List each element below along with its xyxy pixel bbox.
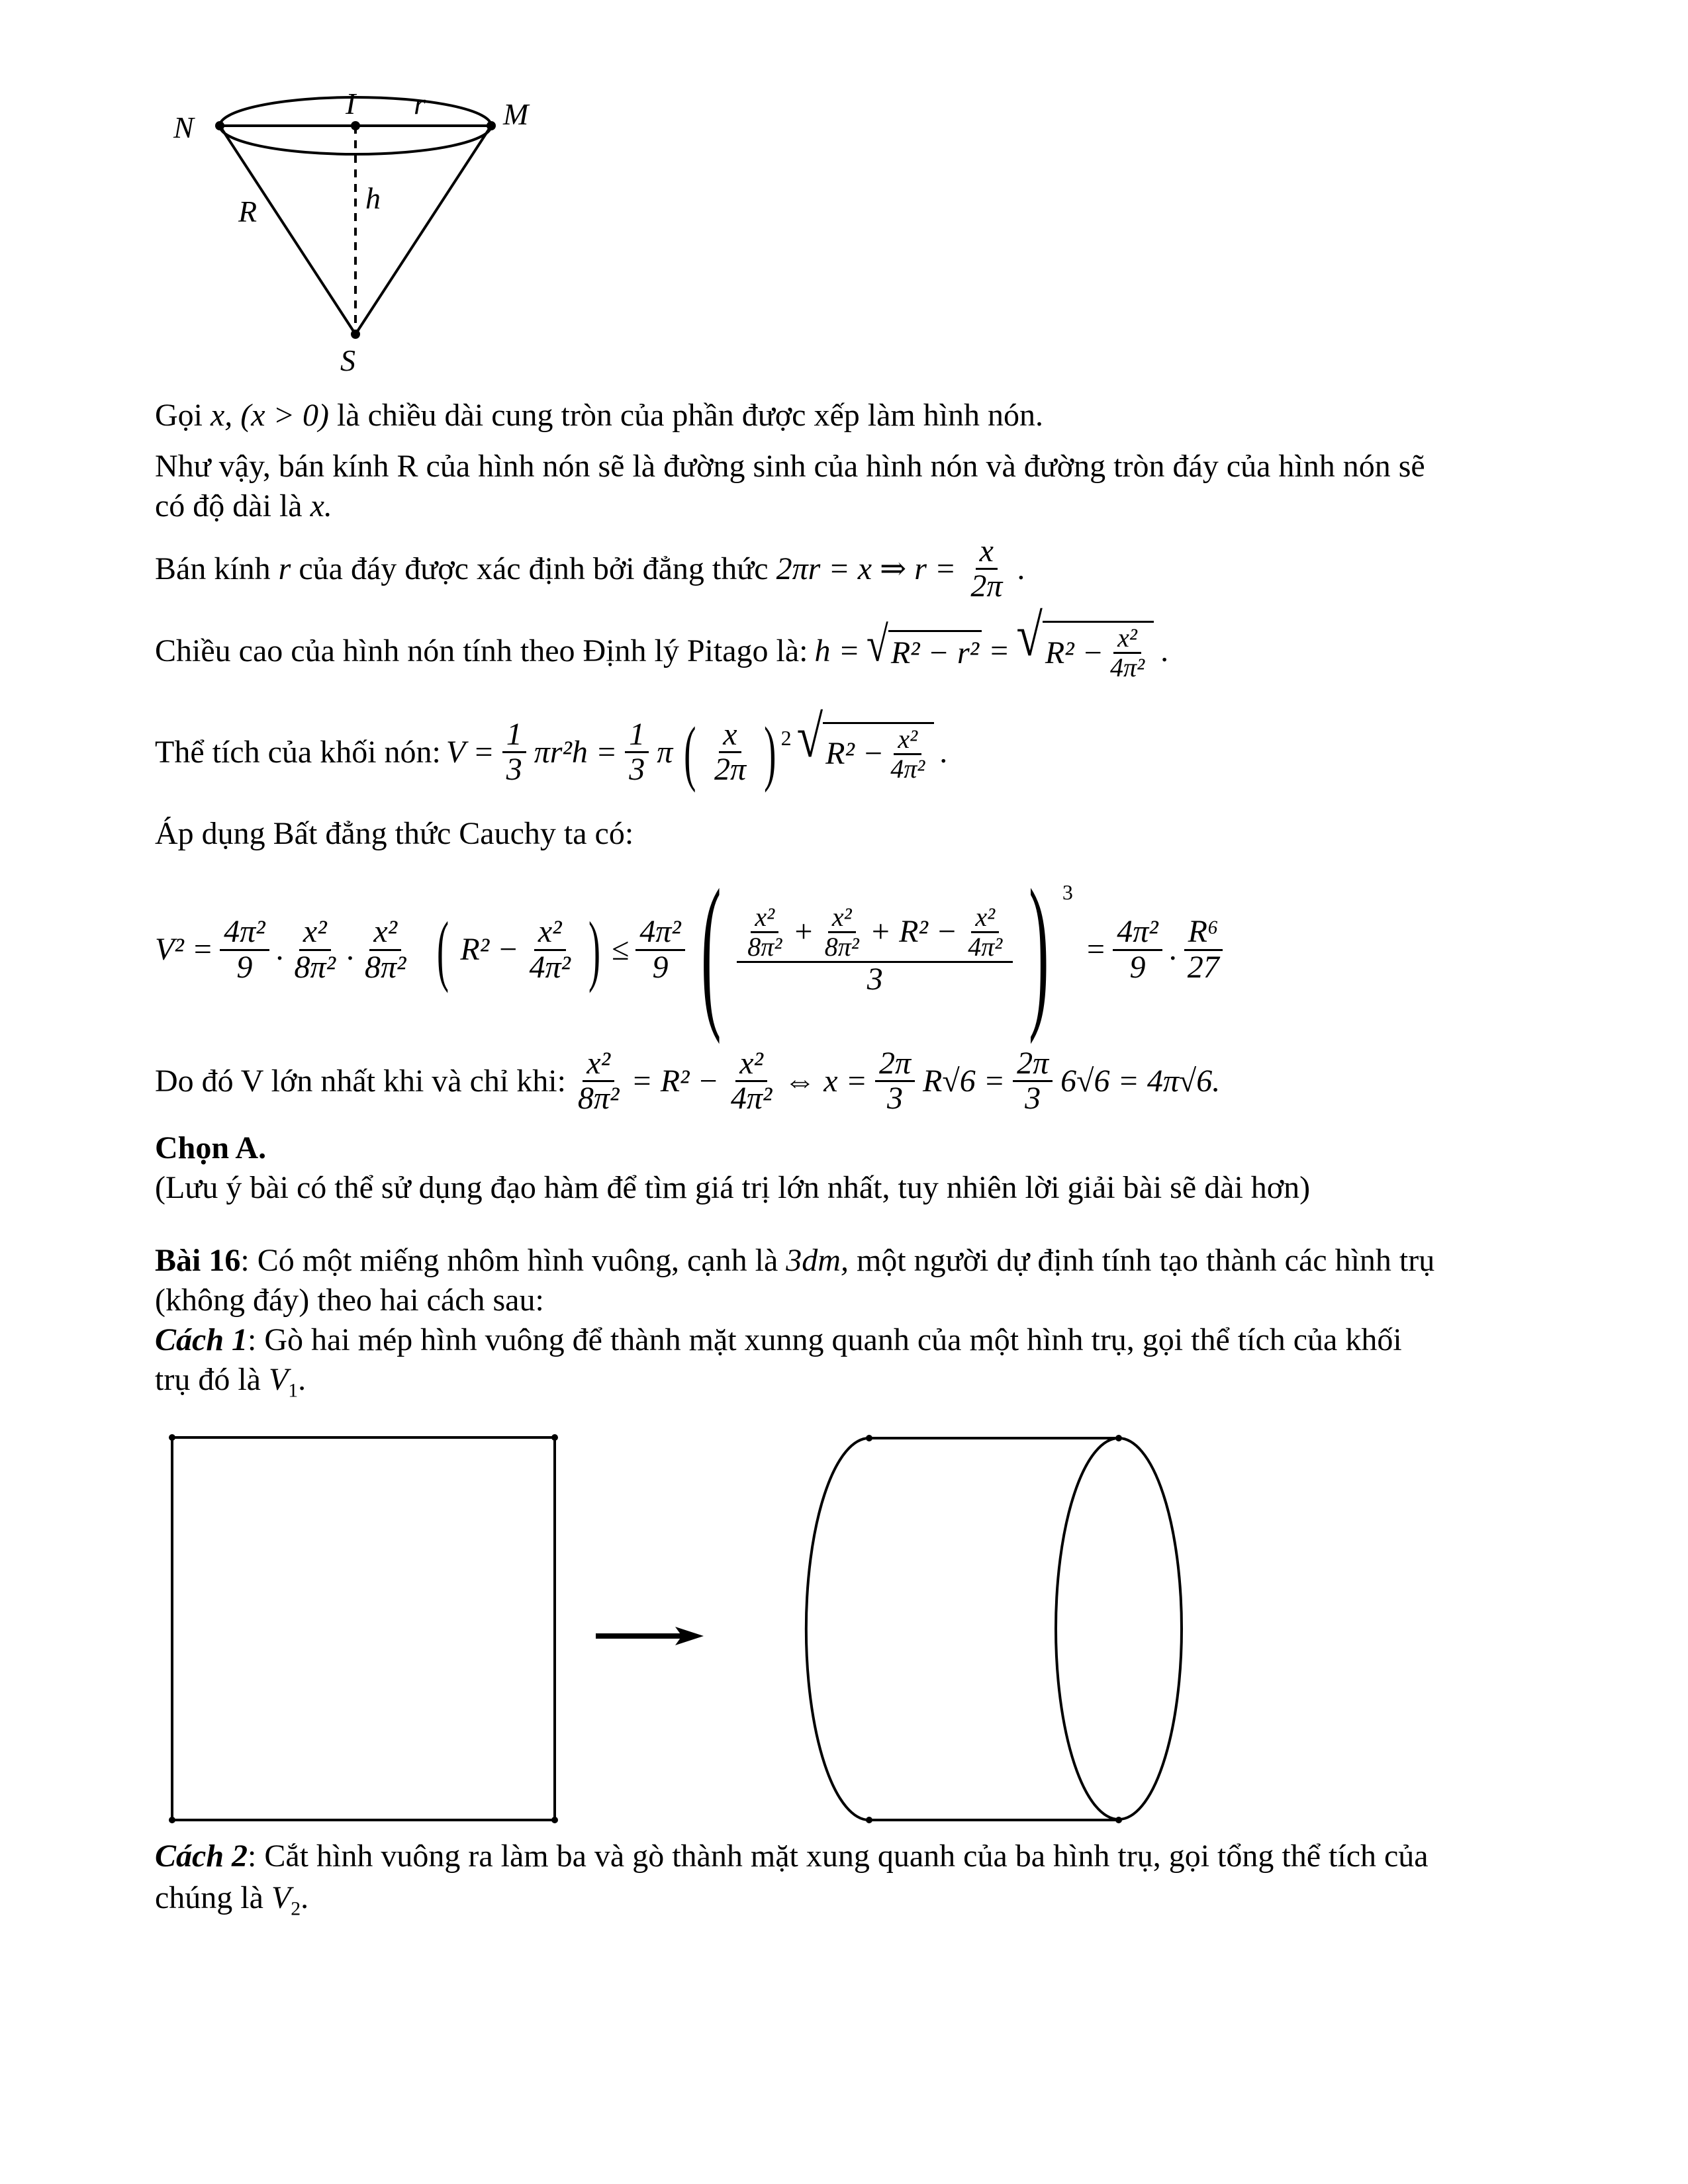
- math-pir2h: πr²h =: [534, 734, 618, 770]
- text-do-do: Do đó V lớn nhất khi và chỉ khi:: [155, 1063, 566, 1099]
- cone-label-h: h: [365, 181, 381, 215]
- problem-16-label: Bài 16: [155, 1243, 241, 1278]
- method-2-label: Cách 2: [155, 1839, 248, 1874]
- text-ban-kinh: Bán kính: [155, 551, 271, 586]
- cone-label-I: I: [346, 87, 356, 120]
- choose-answer: Chọn A.: [155, 1130, 267, 1165]
- method-1-line2: trụ đó là $V_1$.: [155, 1362, 306, 1402]
- paragraph-height: Chiều cao của hình nón tính theo Định lý Pitago là: h = √ R² − r² = √ R² − $\frac{\text{x²}}{\text{4π²}}$ .: [155, 602, 1169, 682]
- paragraph-volume: Thể tích của khối nón: V = $\frac{1}{3}$ πr²h = $\frac{1}{3}$ π ( $\frac{x}{2\pi}$ ) 2 √ R² − $\frac{\text{x²}}{\text{4π²}}$ .: [155, 703, 948, 793]
- cauchy-big-fraction: $\frac{\text{x²}}{\text{8π²}}$ + $\frac{\text{x²}}{\text{8π²}}$ + R² − $\frac{\text{x²}}{\text{4π²}}$ 3: [737, 903, 1013, 996]
- math-2pir-eq: 2πr = x ⇒ r =: [776, 551, 957, 586]
- paragraph-max-condition: Do đó V lớn nhất khi và chỉ khi: $\frac{\text{x²}}{\text{8π²}}$ = R² − $\frac{\text{x²}}{\text{4π²}}$ ⇔ x = $\frac{2\pi}{3}$ R√6 = $\frac{2\pi}{3}$ 6√6 = 4π√6.: [155, 1046, 1221, 1116]
- paragraph-radius-line1: Như vậy, bán kính R của hình nón sẽ là đường sinh của hình nón và đường tròn đáy của hình nón sẽ: [155, 449, 1425, 484]
- cone-label-r: r: [414, 87, 426, 120]
- cauchy-inequality: V² = $\frac{\text{4π²}}{9}$ . $\frac{\text{x²}}{\text{8π²}}$ . $\frac{\text{x²}}{\text{8π²}}$ ( R² − $\frac{\text{x²}}{\text{4π²}}$ ) ≤ $\frac{\text{4π²}}{9}$ ( $\frac{\text{x²}}{\text{8π²}}$ + $\frac{\text{x²}}{\text{8π²}}$ + R² − $\frac{\text{x²}}{\text{4π²}}$ 3 ) 3 = $\frac{\text{4π²}}{9}$ . $\frac{\text{R⁶}}{27}$: [155, 860, 1226, 1039]
- problem-16-line1: Bài 16: Có một miếng nhôm hình vuông, cạnh là 3dm, một người dự định tính tạo thành các hình trụ: [155, 1243, 1435, 1278]
- sqrt-R2-r2: √ R² − r²: [867, 630, 982, 673]
- cone-label-R: R: [238, 195, 258, 228]
- cone-label-S: S: [340, 343, 355, 377]
- text-arc-length: là chiều dài cung tròn của phần được xếp làm hình nón.: [336, 398, 1044, 433]
- math-square: 2: [780, 726, 792, 750]
- cone-label-N: N: [173, 111, 194, 144]
- text-goi: Gọi: [155, 398, 203, 433]
- frac-den: 2π: [970, 569, 1003, 604]
- text-do-dai: có độ dài là: [155, 488, 303, 523]
- method-2-line2: chúng là $V_2$.: [155, 1880, 309, 1920]
- math-x-positive: x, (x > 0): [211, 398, 329, 433]
- paragraph-base-radius: Bán kính r của đáy được xác định bởi đẳng thức 2πr = x ⇒ r = $\frac{x}{2\pi}$ .: [155, 533, 1025, 604]
- math-pi: π: [657, 734, 673, 770]
- text-the-tich: Thể tích của khối nón:: [155, 734, 441, 770]
- math-r: r: [278, 551, 291, 586]
- math-x: x.: [310, 488, 332, 523]
- sqrt-volume: √ R² − $\frac{\text{x²}}{\text{4π²}}$: [797, 722, 935, 783]
- aluminum-square: [172, 1437, 555, 1820]
- cone-label-M: M: [503, 97, 529, 131]
- method-2-line1: Cách 2: Cắt hình vuông ra làm ba và gò thành mặt xung quanh của ba hình trụ, gọi tổng thể tích của: [155, 1839, 1429, 1874]
- text-xac-dinh: của đáy được xác định bởi đẳng thức: [299, 551, 769, 586]
- method-1-line1: Cách 1: Gò hai mép hình vuông để thành mặt xunng quanh của một hình trụ, gọi thể tích của khối: [155, 1322, 1402, 1357]
- math-V-eq: V =: [445, 734, 494, 770]
- cylinder: [806, 1435, 1182, 1823]
- note-derivative: (Lưu ý bài có thể sử dụng đạo hàm để tìm giá trị lớn nhất, tuy nhiên lời giải bài sẽ dài hơn): [155, 1170, 1311, 1205]
- method-1-label: Cách 1: [155, 1322, 248, 1357]
- math-eq: =: [988, 633, 1010, 668]
- text-chieu-cao: Chiều cao của hình nón tính theo Định lý Pitago là:: [155, 633, 808, 668]
- problem-16-line2: (không đáy) theo hai cách sau:: [155, 1283, 544, 1318]
- sqrt-R2-minus-frac: √ R² − $\frac{\text{x²}}{\text{4π²}}$: [1016, 621, 1154, 682]
- paragraph-cauchy: Áp dụng Bất đẳng thức Cauchy ta có:: [155, 816, 634, 851]
- frac-num: x: [976, 535, 998, 570]
- math-h-eq: h =: [814, 633, 860, 668]
